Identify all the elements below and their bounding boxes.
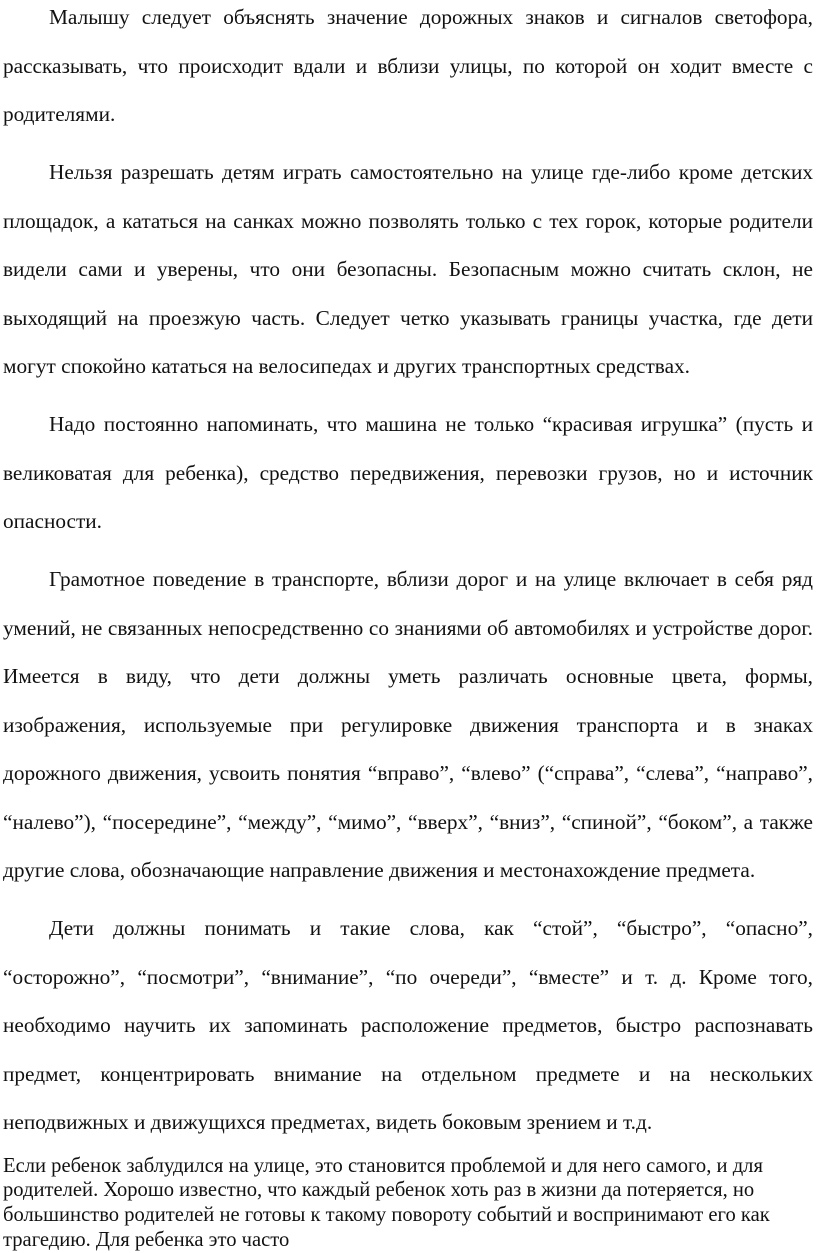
paragraph-5: Дети должны понимать и такие слова, как “стой”, “быстро”, “опасно”, “осторожно”, “посмотри”, “внимание”, “по очереди”, “вместе” и т. д. Кроме того, необходимо научить их запоминать расположение предметов, быстро распознавать предмет, концентрировать внимание на отдельном предмете и на нескольких неподвижных и движущихся предметах, видеть боковым зрением и т.д. [3,916,813,1134]
paragraph-3: Надо постоянно напоминать, что машина не только “красивая игрушка” (пусть и великоватая для ребенка), средство передвижения, перевозки грузов, но и источник опасности. [3,412,813,533]
paragraph-2: Нельзя разрешать детям играть самостоятельно на улице где-либо кроме детских площадок, а кататься на санках можно позволять только с тех горок, которые родители видели сами и уверены, что они безопасны. Безопасным можно считать склон, не выходящий на проезжую часть. Следует четко указывать границы участка, где дети могут спокойно кататься на велосипедах и других транспортных средствах. [3,160,813,378]
paragraph-4: Грамотное поведение в транспорте, вблизи дорог и на улице включает в себя ряд умений, не связанных непосредственно со знаниями об автомобилях и устройстве дорог. Имеется в виду, что дети должны уметь различать основные цвета, формы, изображения, используемые при регулировке движения транспорта и в знаках дорожного движения, усвоить понятия “вправо”, “влево” (“справа”, “слева”, “направо”, “налево”), “посередине”, “между”, “мимо”, “вверх”, “вниз”, “спиной”, “боком”, а также другие слова, обозначающие направление движения и местонахождение предмета. [3,567,813,882]
paragraph-1: Малышу следует объяснять значение дорожных знаков и сигналов светофора, рассказывать, что происходит вдали и вблизи улицы, по которой он ходит вместе с родителями. [3,5,813,126]
paragraph-6-tail: Если ребенок заблудился на улице, это становится проблемой и для него самого, и для родителей. Хорошо известно, что каждый ребенок хоть раз в жизни да потеряется, но большинство родителей не готовы к такому повороту событий и воспринимают его как трагедию. Для ребенка это часто [3,1154,770,1251]
